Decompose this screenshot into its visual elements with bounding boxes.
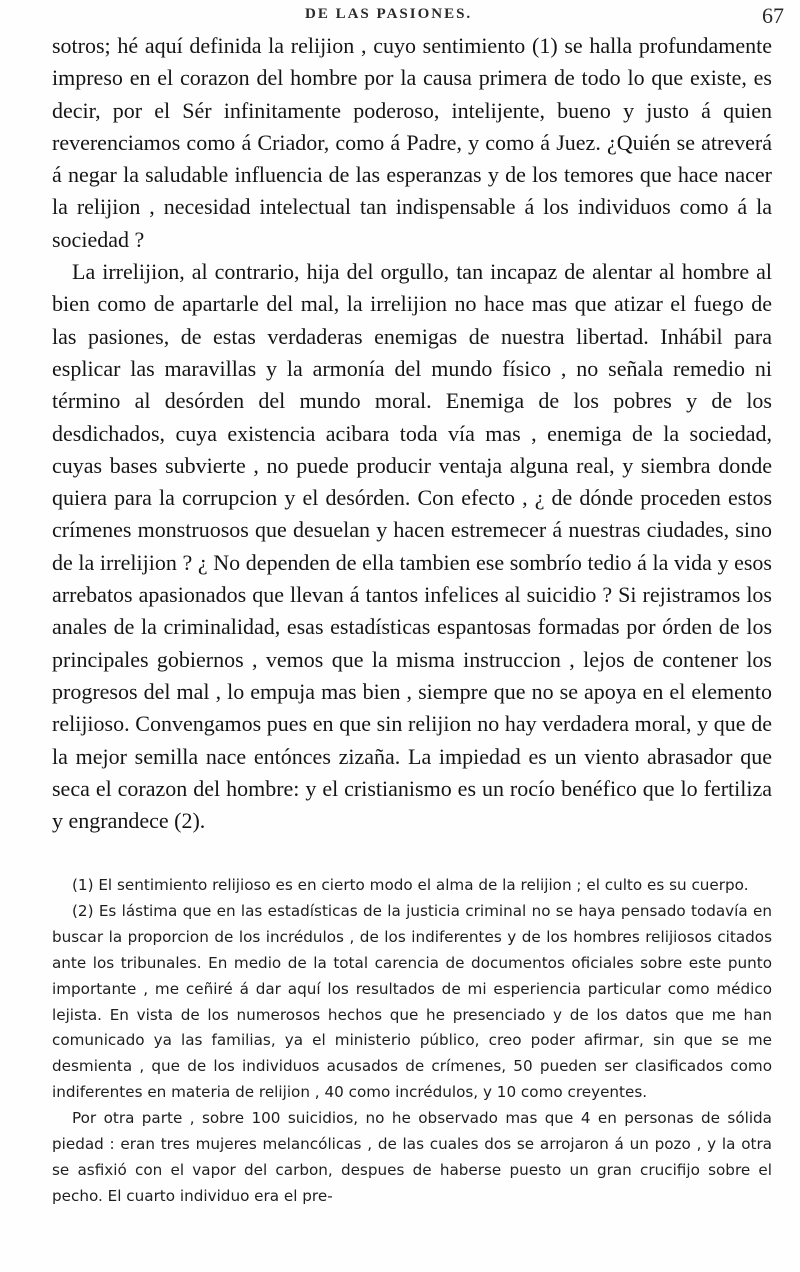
body-paragraph: sotros; hé aquí definida la relijion , cuyo sentimiento (1) se halla profundamente impreso en el corazon del hombre por la causa primera de todo lo que existe, es decir, por el Sér infinitamente poderoso, intelijente, bueno y justo á quien reverenciamos como á Criador, como á Padre, y como á Juez. ¿Quién se atreverá á negar la saludable influencia de las esperanzas y de los temores que hace nacer la relijion , necesidad intelectual tan indispensable á los individuos como á la sociedad ? [52,33,772,252]
footnote: Por otra parte , sobre 100 suicidios, no he observado mas que 4 en personas de sólida piedad : eran tres mujeres melancólicas , de las cuales dos se arrojaron á un pozo , y la otra se asfixió con el vapor del carbon, despues de haberse puesto un gran crucifijo sobre el pecho. El cuarto individuo era el pre- [52,1109,772,1205]
footnote: (2) Es lástima que en las estadísticas de la justicia criminal no se haya pensado todavía en buscar la proporcion de los incrédulos , de los indiferentes y de los hombres relijiosos citados ante los tribunales. En medio de la total carencia de documentos oficiales sobre este punto importante , me ceñiré á dar aquí los resultados de mi esperiencia particular como médico lejista. En vista de los numerosos hechos que he presenciado y de los datos que me han comunicado ya las familias, ya el ministerio público, creo poder afirmar, sin que se me desmienta , que de los individuos acusados de crímenes, 50 pueden ser clasificados como indiferentes en materia de relijion , 40 como incrédulos, y 10 como creyentes. [52,901,772,1102]
body-paragraph: La irrelijion, al contrario, hija del orgullo, tan incapaz de alentar al hombre al bien como de apartarle del mal, la irrelijion no hace mas que atizar el fuego de las pasiones, de estas verdaderas enemigas de nuestra libertad. Inhábil para esplicar las maravillas y la armonía del mundo físico , no señala remedio ni término al desórden del mundo moral. Enemiga de los pobres y de los desdichados, cuya existencia acibara toda vía mas , enemiga de la sociedad, cuyas bases subvierte , no puede producir ventaja alguna real, y siembra donde quiera para la corrupcion y el desórden. Con efecto , ¿ de dónde proceden estos crímenes monstruosos que desuelan y hacen estremecer á nuestras ciudades, sino de la irrelijion ? ¿ No dependen de ella tambien ese sombrío tedio á la vida y esos arrebatos apasionados que llevan á tantos infelices al suicidio ? Si rejistramos los anales de la criminalidad, esas estadísticas espantosas formadas por órden de los principales gobiernos , vemos que la misma instruccion , lejos de contener los progresos del mal , lo empuja mas bien , siempre que no se apoya en el elemento relijioso. Convengamos pues en que sin relijion no hay verdadera moral, y que de la mejor semilla nace entónces zizaña. La impiedad es un viento abrasador que seca el corazon del hombre: y el cristianismo es un rocío benéfico que lo fertiliza y engrandece (2). [52,259,772,834]
main-text [52,30,772,837]
running-head [0,4,800,32]
running-title: DE LAS PASIONES. [305,6,473,22]
footnote: (1) El sentimiento relijioso es en cierto modo el alma de la relijion ; el culto es su cuerpo. [72,876,749,894]
page-number: 67 [762,3,784,28]
footnotes [52,873,772,1210]
